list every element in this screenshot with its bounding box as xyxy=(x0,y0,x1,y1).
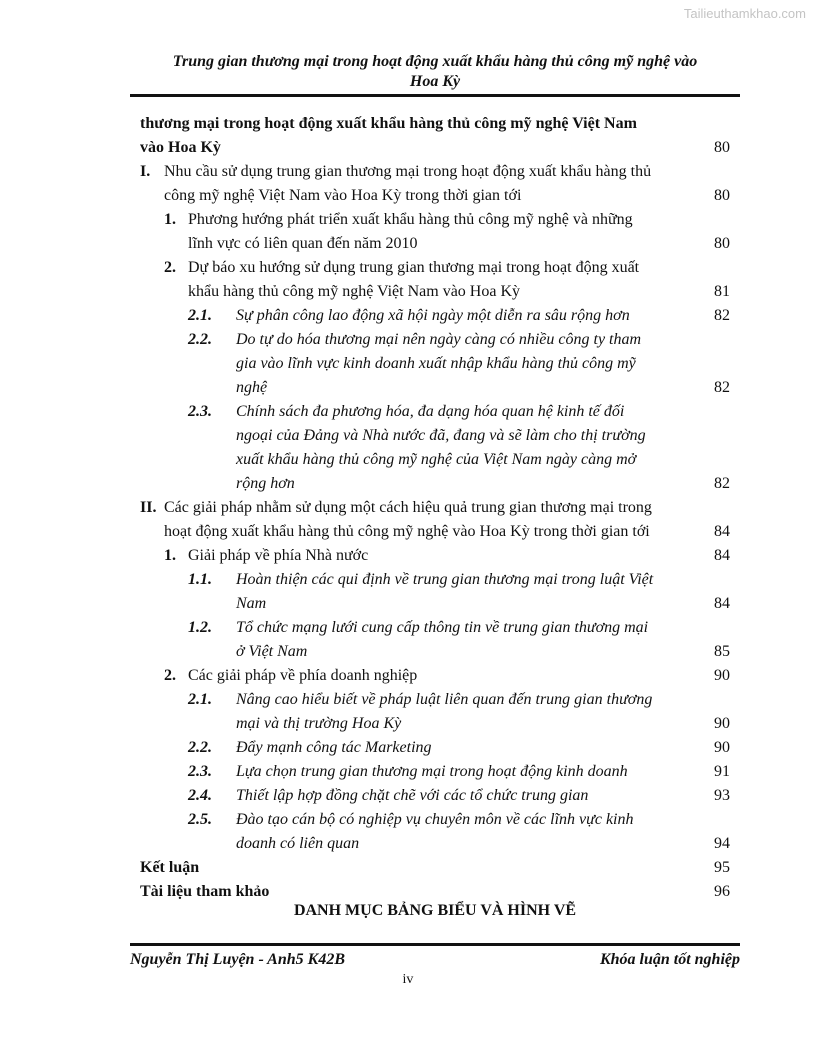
toc-entry-text xyxy=(188,256,639,304)
toc-entry-line: Đào tạo cán bộ có nghiệp vụ chuyên môn về các lĩnh vực kinh xyxy=(236,811,634,828)
toc-entry-line: rộng hơn xyxy=(236,475,295,492)
toc-subitem-1-2-2 xyxy=(0,328,816,400)
toc-continued-line-1: thương mại trong hoạt động xuất khẩu hàng thủ công mỹ nghệ Việt Nam xyxy=(140,115,637,132)
toc-section-1 xyxy=(0,160,816,208)
toc-entry-line: Lựa chọn trung gian thương mại trong hoạt động kinh doanh xyxy=(236,763,628,780)
toc-item-1-1 xyxy=(0,208,816,256)
toc-page-number: 84 xyxy=(714,547,730,564)
toc-entry-line: Các giải pháp về phía doanh nghiệp xyxy=(188,667,418,684)
toc-page-number: 90 xyxy=(714,739,730,756)
toc-page-number: 84 xyxy=(714,523,730,540)
toc-subitem-2-2-3 xyxy=(0,760,816,784)
toc-entry-line: Sự phân công lao động xã hội ngày một diễn ra sâu rộng hơn xyxy=(236,307,630,324)
toc-page-number: 95 xyxy=(714,859,730,876)
toc-entry-text xyxy=(236,328,641,400)
toc-entry-line: Nhu cầu sử dụng trung gian thương mại trong hoạt động xuất khẩu hàng thủ xyxy=(164,163,652,180)
toc-page-number: 85 xyxy=(714,643,730,660)
toc-subitem-2-2-1 xyxy=(0,688,816,736)
toc-entry-line: Kết luận xyxy=(140,859,200,876)
toc-entry-number: 2. xyxy=(164,667,176,684)
toc-entry-number: 2.2. xyxy=(188,331,212,348)
toc-page-number: 80 xyxy=(714,235,730,252)
toc-entry-number: 2. xyxy=(164,259,176,276)
page-header-title xyxy=(130,52,740,92)
footer-thesis-type: Khóa luận tốt nghiệp xyxy=(599,951,740,968)
footer-rule xyxy=(130,943,740,946)
toc-continued-text xyxy=(140,112,637,160)
toc-entry-line: Nâng cao hiểu biết về pháp luật liên quan đến trung gian thương xyxy=(236,691,653,708)
toc-entry-text xyxy=(164,160,651,208)
toc-entry-line: ngoại của Đảng và Nhà nước đã, đang và sẽ làm cho thị trường xyxy=(236,427,646,444)
toc-entry-line: công mỹ nghệ Việt Nam vào Hoa Kỳ trong thời gian tới xyxy=(164,187,522,204)
toc-page-number: 82 xyxy=(714,379,730,396)
toc-entry-line: Do tự do hóa thương mại nên ngày càng có nhiều công ty tham xyxy=(236,331,642,348)
toc-entry-number: I. xyxy=(140,163,151,180)
toc-subitem-2-2-5 xyxy=(0,808,816,856)
toc-entry-line: Thiết lập hợp đồng chặt chẽ với các tổ chức trung gian xyxy=(236,787,589,804)
toc-entry-text xyxy=(188,544,368,568)
toc-page-number: 82 xyxy=(714,307,730,324)
toc-entry-number: 1. xyxy=(164,211,176,228)
footer-author: Nguyễn Thị Luyện - Anh5 K42B xyxy=(130,951,345,968)
toc-subitem-2-1-2 xyxy=(0,616,816,664)
toc-entry-line: Giải pháp về phía Nhà nước xyxy=(188,547,369,564)
toc-item-2-1 xyxy=(0,544,816,568)
toc-page-number: 96 xyxy=(714,883,730,900)
toc-section-2 xyxy=(0,496,816,544)
toc-entry-number: 1.2. xyxy=(188,619,212,636)
toc-entry-line: hoạt động xuất khẩu hàng thủ công mỹ nghệ vào Hoa Kỳ trong thời gian tới xyxy=(164,523,650,540)
toc-entry-line: doanh có liên quan xyxy=(236,835,360,852)
toc-page-number: 80 xyxy=(714,139,730,156)
toc-subitem-2-1-1 xyxy=(0,568,816,616)
list-of-tables-figures-heading: DANH MỤC BẢNG BIỂU VÀ HÌNH VẼ xyxy=(293,902,577,919)
toc-entry-text xyxy=(236,736,432,760)
page-number: iv xyxy=(402,972,414,987)
toc-page-number: 91 xyxy=(714,763,730,780)
toc-entry-text xyxy=(188,664,417,688)
toc-page-number: 90 xyxy=(714,715,730,732)
toc-entry-line: nghệ xyxy=(236,379,268,396)
toc-page-number: 90 xyxy=(714,667,730,684)
toc-entry-text xyxy=(236,400,646,496)
toc-entry-text xyxy=(188,208,633,256)
toc-entry-line: Đẩy mạnh công tác Marketing xyxy=(236,739,432,756)
toc-entry-number: 2.3. xyxy=(188,403,212,420)
toc-entry-text xyxy=(140,880,269,904)
toc-entry-line: Chính sách đa phương hóa, đa dạng hóa quan hệ kinh tế đối xyxy=(236,403,625,420)
toc-entry-number: 1.1. xyxy=(188,571,212,588)
toc-entry-line: Tài liệu tham khảo xyxy=(140,883,270,900)
toc-entry-line: Dự báo xu hướng sử dụng trung gian thương mại trong hoạt động xuất xyxy=(188,259,640,276)
toc-entry-line: gia vào lĩnh vực kinh doanh xuất nhập khẩu hàng thủ công mỹ xyxy=(236,355,636,372)
toc-entry-text xyxy=(140,856,199,880)
toc-entry-line: xuất khẩu hàng thủ công mỹ nghệ của Việt Nam ngày càng mở xyxy=(236,451,637,468)
toc-subitem-2-2-4 xyxy=(0,784,816,808)
toc-entry-number: II. xyxy=(140,499,157,516)
toc-continued-line-2: vào Hoa Kỳ xyxy=(140,139,221,156)
toc-entry-line: lĩnh vực có liên quan đến năm 2010 xyxy=(188,235,418,252)
toc-entry-number: 2.1. xyxy=(188,307,212,324)
toc-entry-number: 2.5. xyxy=(188,811,212,828)
toc-item-1-2 xyxy=(0,256,816,304)
watermark-text: Tailieuthamkhao.com xyxy=(683,6,806,21)
toc-page-number: 84 xyxy=(714,595,730,612)
toc-entry-text xyxy=(236,784,588,808)
toc-entry-number: 2.2. xyxy=(188,739,212,756)
toc-entry-text xyxy=(164,496,652,544)
toc-conclusion xyxy=(0,856,816,880)
toc-page-number: 82 xyxy=(714,475,730,492)
toc-entry-line: Nam xyxy=(236,595,267,612)
toc-subitem-1-2-3 xyxy=(0,400,816,496)
toc-entry-number: 2.4. xyxy=(188,787,212,804)
toc-page-number: 94 xyxy=(714,835,730,852)
toc-entry-line: Các giải pháp nhằm sử dụng một cách hiệu quả trung gian thương mại trong xyxy=(164,499,652,516)
toc-entry-number: 1. xyxy=(164,547,176,564)
toc-page-number: 80 xyxy=(714,187,730,204)
toc-entry-line: Hoàn thiện các qui định về trung gian thương mại trong luật Việt xyxy=(236,571,654,588)
toc-references xyxy=(0,880,816,904)
toc-entry-text xyxy=(236,568,653,616)
toc-item-2-2 xyxy=(0,664,816,688)
toc-entry-line: khẩu hàng thủ công mỹ nghệ Việt Nam vào Hoa Kỳ xyxy=(188,283,521,300)
toc-subitem-1-2-1 xyxy=(0,304,816,328)
toc-entry-text xyxy=(236,760,628,784)
toc-entry-line: ở Việt Nam xyxy=(236,643,308,660)
toc-entry-line: Phương hướng phát triển xuất khẩu hàng thủ công mỹ nghệ và những xyxy=(188,211,633,228)
toc-page-number: 93 xyxy=(714,787,730,804)
toc-entry-number: 2.3. xyxy=(188,763,212,780)
toc-entry-line: mại và thị trường Hoa Kỳ xyxy=(236,715,402,732)
toc-entry-number: 2.1. xyxy=(188,691,212,708)
toc-entry-text xyxy=(236,808,633,856)
toc-continued-entry xyxy=(0,112,816,160)
header-rule xyxy=(130,94,740,97)
toc-entry-text xyxy=(236,616,648,664)
header-title-line-2: Hoa Kỳ xyxy=(409,73,461,90)
toc-entry-text xyxy=(236,688,652,736)
toc-entry-line: Tổ chức mạng lưới cung cấp thông tin về trung gian thương mại xyxy=(236,619,649,636)
table-of-contents xyxy=(0,112,816,904)
toc-page-number: 81 xyxy=(714,283,730,300)
toc-entry-text xyxy=(236,304,630,328)
header-title-line-1: Trung gian thương mại trong hoạt động xuất khẩu hàng thủ công mỹ nghệ vào xyxy=(172,53,698,70)
toc-subitem-2-2-2 xyxy=(0,736,816,760)
